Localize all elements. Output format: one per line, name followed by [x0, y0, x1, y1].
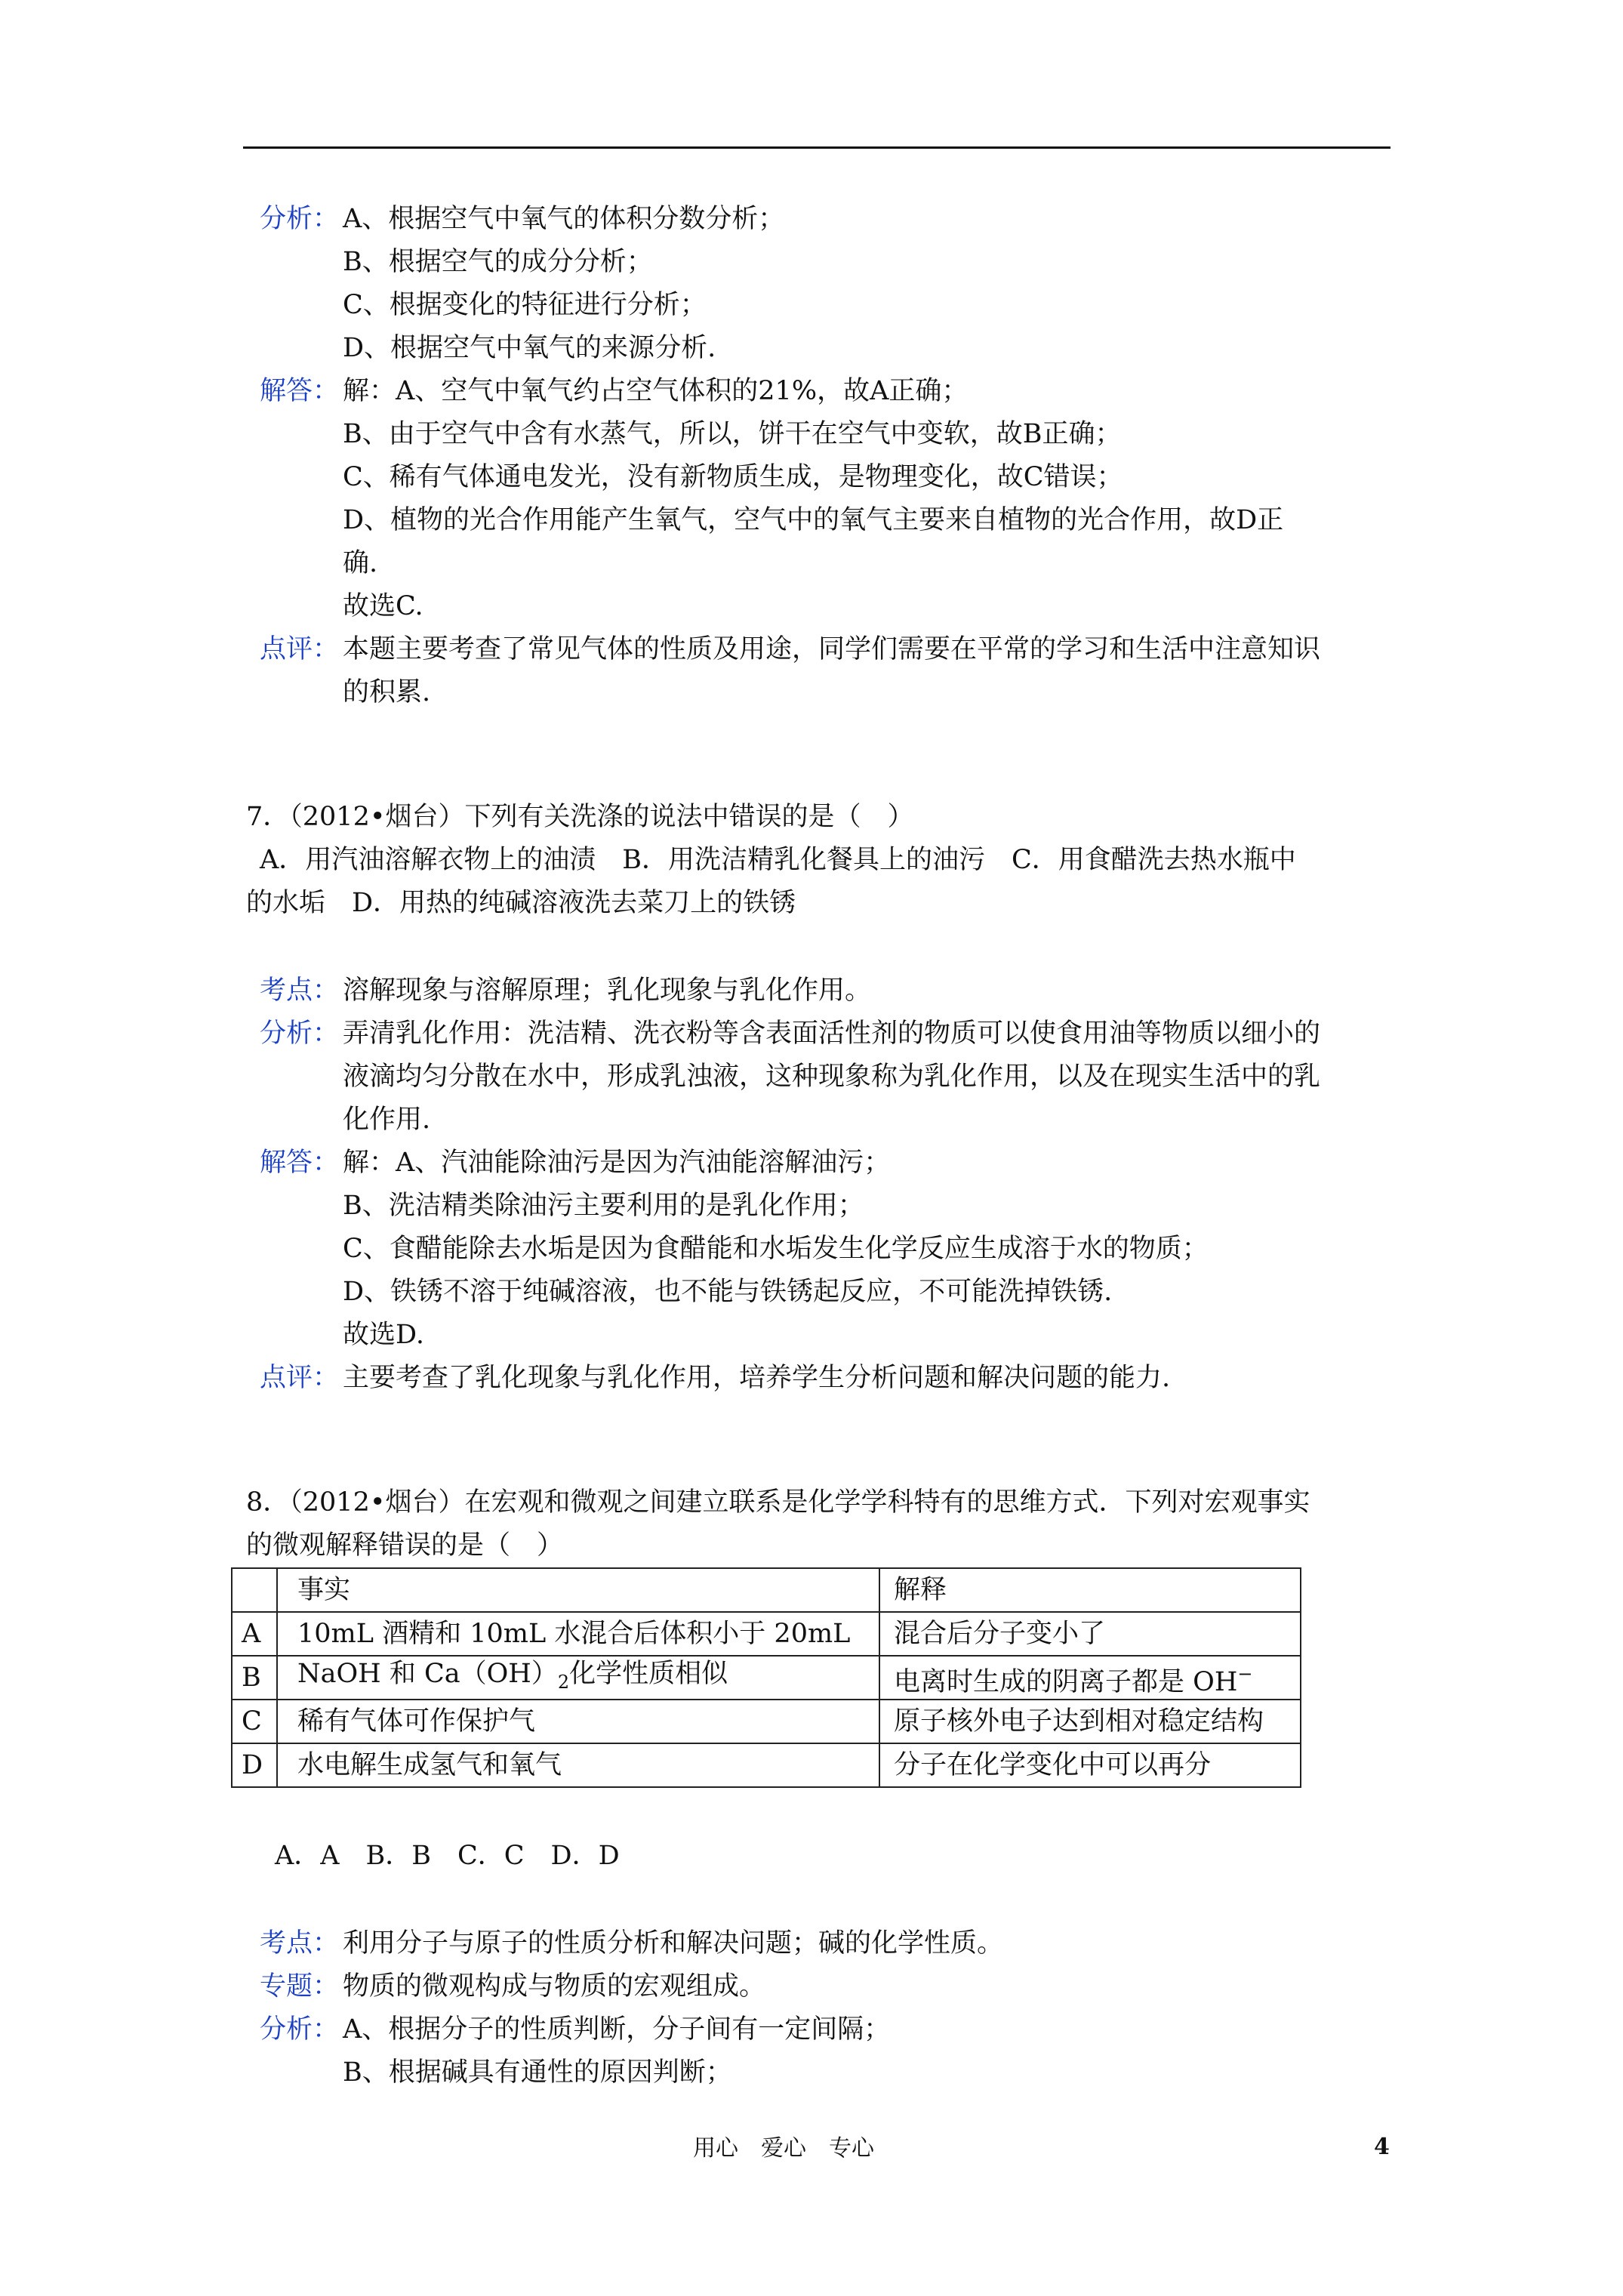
q6-answer-line: B、由于空气中含有水蒸气，所以，饼干在空气中变软，故B正确； — [343, 419, 1122, 449]
q7-answer-line: C、食醋能除去水垢是因为食醋能和水垢发生化学反应生成溶于水的物质； — [343, 1234, 1209, 1264]
table-row — [232, 1612, 1301, 1656]
q7-stem: 7．（2012•烟台）下列有关洗涤的说法中错误的是（ ） — [246, 802, 914, 832]
table-cell-fact: 水电解生成氢气和氧气 — [277, 1743, 879, 1787]
q6-answer-label: 解答： — [260, 376, 340, 406]
table-cell-fact: 稀有气体可作保护气 — [277, 1700, 879, 1743]
q7-analysis-line: 化作用. — [343, 1105, 431, 1135]
q7-answer-line: 故选D. — [343, 1320, 424, 1350]
q6-comment-label: 点评： — [260, 634, 340, 664]
q7-analysis-label: 分析： — [260, 1019, 340, 1049]
table-header-cell: 解释 — [879, 1568, 1301, 1612]
table-cell-explain: 分子在化学变化中可以再分 — [879, 1743, 1301, 1787]
explain-text: 电离时生成的阴离子都是 OH — [894, 1666, 1238, 1697]
q6-answer-line: 解：A、空气中氧气约占空气体积的21%，故A正确； — [343, 376, 969, 406]
fact-text: NaOH 和 Ca（OH） — [297, 1658, 558, 1689]
q6-analysis-label: 分析： — [260, 204, 340, 234]
q7-point-text: 溶解现象与溶解原理；乳化现象与乳化作用。 — [343, 975, 872, 1006]
header-rule — [243, 146, 1390, 149]
q7-analysis-line: 弄清乳化作用：洗洁精、洗衣粉等含表面活性剂的物质可以使食用油等物质以细小的 — [343, 1019, 1321, 1049]
q6-comment-line: 本题主要考查了常见气体的性质及用途，同学们需要在平常的学习和生活中注意知识 — [343, 634, 1321, 664]
footer-motto: 用心 爱心 专心 — [693, 2135, 874, 2162]
q7-comment-text: 主要考查了乳化现象与乳化作用，培养学生分析问题和解决问题的能力. — [343, 1363, 1171, 1393]
q8-analysis-line: B、根据碱具有通性的原因判断； — [343, 2057, 732, 2088]
q7-options: 的水垢 D．用热的纯碱溶液洗去菜刀上的铁锈 — [246, 888, 796, 918]
q7-answer-line: D、铁锈不溶于纯碱溶液，也不能与铁锈起反应，不可能洗掉铁锈. — [343, 1277, 1113, 1307]
q6-answer-line: 故选C. — [343, 591, 423, 621]
page-number: 4 — [1374, 2134, 1390, 2160]
facts-table — [231, 1567, 1301, 1788]
q8-analysis-line: A、根据分子的性质判断，分子间有一定间隔； — [343, 2014, 891, 2045]
q6-answer-line: 确. — [343, 548, 378, 578]
q8-topic-label: 专题： — [260, 1971, 340, 2002]
q7-answer-line: 解：A、汽油能除油污是因为汽油能溶解油污； — [343, 1148, 891, 1178]
q8-point-label: 考点： — [260, 1928, 340, 1959]
table-header-row — [232, 1568, 1301, 1612]
q7-point-label: 考点： — [260, 975, 340, 1006]
table-cell-fact: 10mL 酒精和 10mL 水混合后体积小于 20mL — [277, 1612, 879, 1656]
q8-stem: 的微观解释错误的是（ ） — [246, 1530, 564, 1561]
table-cell-fact — [277, 1656, 879, 1700]
table-row — [232, 1656, 1301, 1700]
superscript: − — [1237, 1663, 1253, 1684]
table-header-cell: 事实 — [277, 1568, 879, 1612]
q8-point-text: 利用分子与原子的性质分析和解决问题；碱的化学性质。 — [343, 1928, 1004, 1959]
q6-analysis-line: D、根据空气中氧气的来源分析. — [343, 333, 716, 363]
table-cell-explain — [879, 1656, 1301, 1700]
q8-topic-text: 物质的微观构成与物质的宏观组成。 — [343, 1971, 766, 2002]
q6-analysis-line: B、根据空气的成分分析； — [343, 247, 653, 277]
table-cell-explain: 原子核外电子达到相对稳定结构 — [879, 1700, 1301, 1743]
subscript: 2 — [557, 1671, 570, 1693]
q7-answer-label: 解答： — [260, 1148, 340, 1178]
q6-analysis-line: A、根据空气中氧气的体积分数分析； — [343, 204, 785, 234]
table-cell-key: D — [232, 1743, 277, 1787]
table-cell-key: A — [232, 1612, 277, 1656]
q8-options: A．A B．B C．C D．D — [275, 1841, 620, 1871]
table-row — [232, 1700, 1301, 1743]
table-cell-key: B — [232, 1656, 277, 1700]
table-cell-explain: 混合后分子变小了 — [879, 1612, 1301, 1656]
q7-analysis-line: 液滴均匀分散在水中，形成乳浊液，这种现象称为乳化作用，以及在现实生活中的乳 — [343, 1062, 1321, 1092]
table-cell-key: C — [232, 1700, 277, 1743]
q7-answer-line: B、洗洁精类除油污主要利用的是乳化作用； — [343, 1191, 864, 1221]
q6-comment-line: 的积累. — [343, 677, 431, 707]
q6-answer-line: D、植物的光合作用能产生氧气，空气中的氧气主要来自植物的光合作用，故D正 — [343, 505, 1284, 535]
q7-options: A．用汽油溶解衣物上的油渍 B．用洗洁精乳化餐具上的油污 C．用食醋洗去热水瓶中 — [260, 845, 1296, 875]
q7-comment-label: 点评： — [260, 1363, 340, 1393]
q6-answer-line: C、稀有气体通电发光，没有新物质生成，是物理变化，故C错误； — [343, 462, 1123, 492]
q8-analysis-label: 分析： — [260, 2014, 340, 2045]
table-header-cell — [232, 1568, 277, 1612]
table-row — [232, 1743, 1301, 1787]
fact-text: 化学性质相似 — [569, 1658, 728, 1689]
q8-stem: 8．（2012•烟台）在宏观和微观之间建立联系是化学学科特有的思维方式．下列对宏观事实 — [246, 1487, 1310, 1518]
q6-analysis-line: C、根据变化的特征进行分析； — [343, 290, 707, 320]
